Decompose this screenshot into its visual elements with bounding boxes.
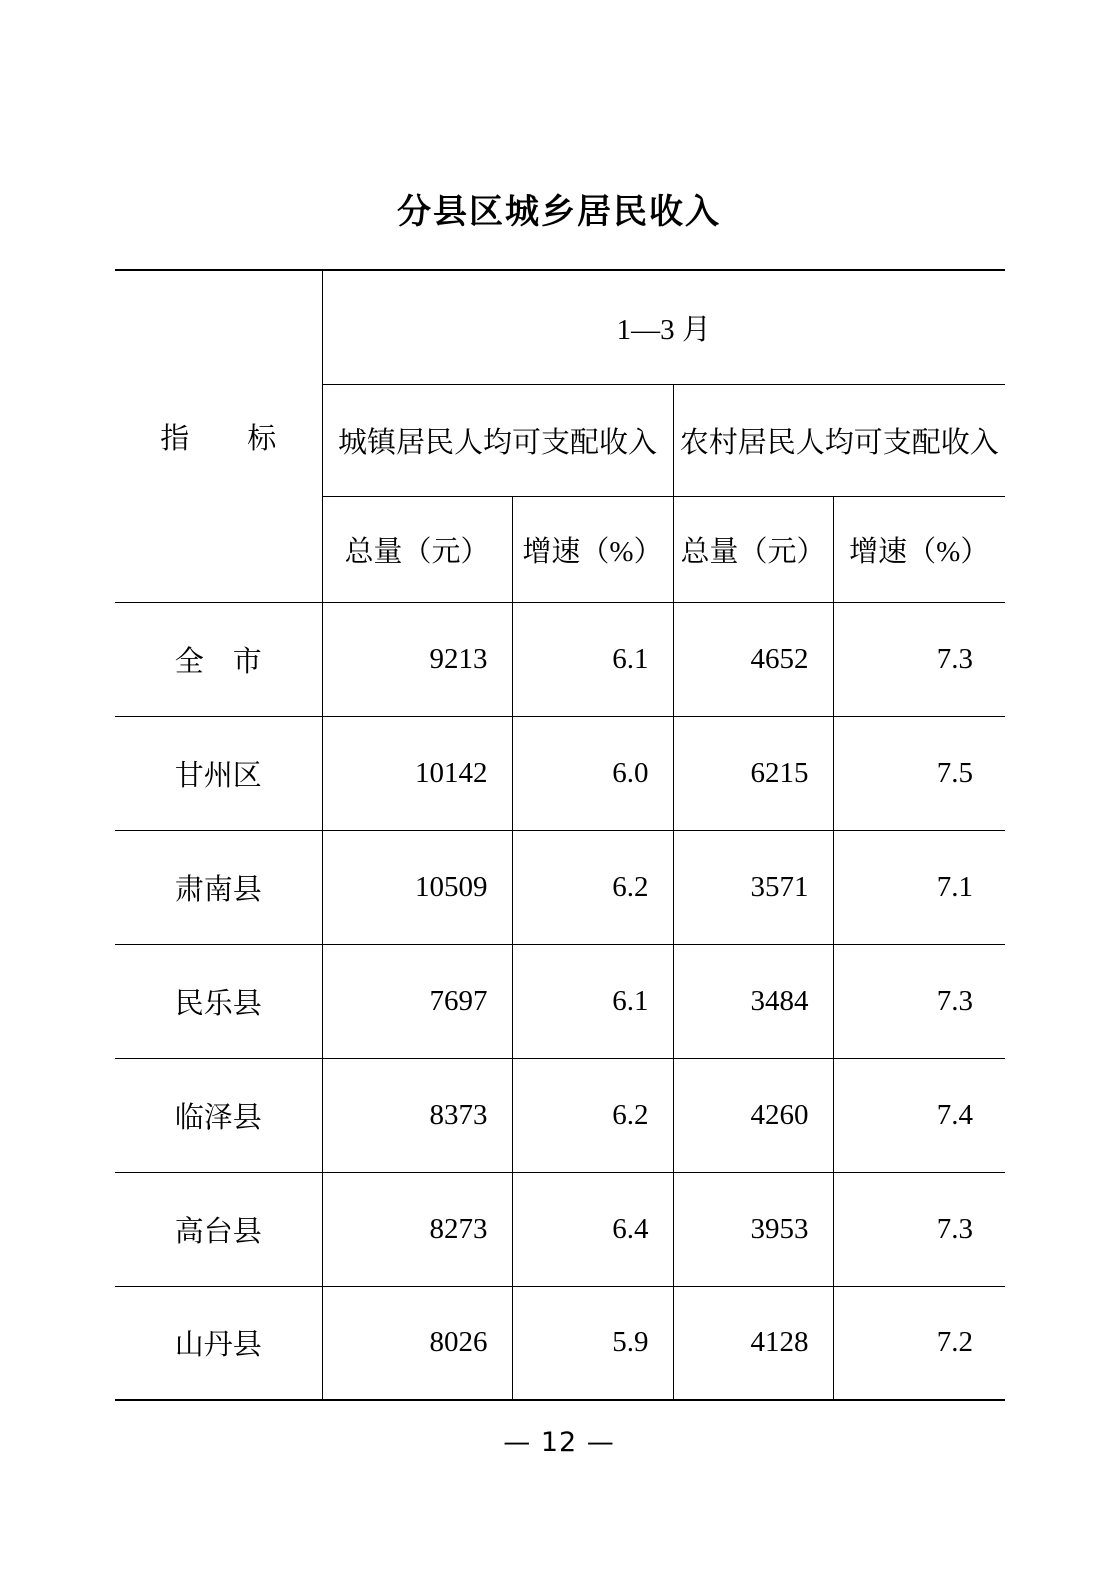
cell-urban-total: 8026 xyxy=(322,1286,512,1400)
header-indicator: 指 标 xyxy=(115,270,322,602)
cell-rural-total: 3571 xyxy=(673,830,833,944)
row-label: 高台县 xyxy=(115,1172,322,1286)
cell-urban-total: 10509 xyxy=(322,830,512,944)
table-row xyxy=(115,716,1005,830)
header-rural-group: 农村居民人均可支配收入 xyxy=(673,384,1005,496)
cell-rural-growth: 7.2 xyxy=(833,1286,1005,1400)
header-urban-group: 城镇居民人均可支配收入 xyxy=(322,384,673,496)
table-row xyxy=(115,830,1005,944)
cell-rural-growth: 7.3 xyxy=(833,944,1005,1058)
cell-urban-total: 9213 xyxy=(322,602,512,716)
cell-rural-total: 4652 xyxy=(673,602,833,716)
cell-urban-growth: 6.4 xyxy=(512,1172,673,1286)
cell-rural-total: 3484 xyxy=(673,944,833,1058)
cell-rural-growth: 7.3 xyxy=(833,602,1005,716)
cell-urban-growth: 6.1 xyxy=(512,944,673,1058)
cell-urban-total: 8273 xyxy=(322,1172,512,1286)
cell-urban-growth: 6.0 xyxy=(512,716,673,830)
table-row xyxy=(115,1286,1005,1400)
row-label: 全 市 xyxy=(115,602,322,716)
income-table xyxy=(115,269,1005,1401)
row-label: 甘州区 xyxy=(115,716,322,830)
cell-rural-growth: 7.5 xyxy=(833,716,1005,830)
cell-urban-total: 8373 xyxy=(322,1058,512,1172)
row-label: 民乐县 xyxy=(115,944,322,1058)
cell-rural-total: 4128 xyxy=(673,1286,833,1400)
table-row xyxy=(115,1058,1005,1172)
cell-urban-total: 7697 xyxy=(322,944,512,1058)
table-row xyxy=(115,944,1005,1058)
cell-urban-growth: 6.1 xyxy=(512,602,673,716)
header-urban-growth: 增速（%） xyxy=(512,496,673,602)
cell-rural-growth: 7.3 xyxy=(833,1172,1005,1286)
cell-urban-growth: 6.2 xyxy=(512,830,673,944)
page-title: 分县区城乡居民收入 xyxy=(397,193,721,231)
cell-rural-total: 4260 xyxy=(673,1058,833,1172)
table-row xyxy=(115,1172,1005,1286)
row-label: 临泽县 xyxy=(115,1058,322,1172)
cell-rural-growth: 7.4 xyxy=(833,1058,1005,1172)
header-row-period xyxy=(115,270,1005,384)
cell-rural-growth: 7.1 xyxy=(833,830,1005,944)
header-period: 1—3 月 xyxy=(322,270,1005,384)
header-rural-total: 总量（元） xyxy=(673,496,833,602)
header-rural-growth: 增速（%） xyxy=(833,496,1005,602)
cell-urban-total: 10142 xyxy=(322,716,512,830)
cell-urban-growth: 5.9 xyxy=(512,1286,673,1400)
table-row xyxy=(115,602,1005,716)
cell-urban-growth: 6.2 xyxy=(512,1058,673,1172)
row-label: 肃南县 xyxy=(115,830,322,944)
cell-rural-total: 6215 xyxy=(673,716,833,830)
cell-rural-total: 3953 xyxy=(673,1172,833,1286)
header-urban-total: 总量（元） xyxy=(322,496,512,602)
page-number: — 12 — xyxy=(503,1427,615,1458)
row-label: 山丹县 xyxy=(115,1286,322,1400)
